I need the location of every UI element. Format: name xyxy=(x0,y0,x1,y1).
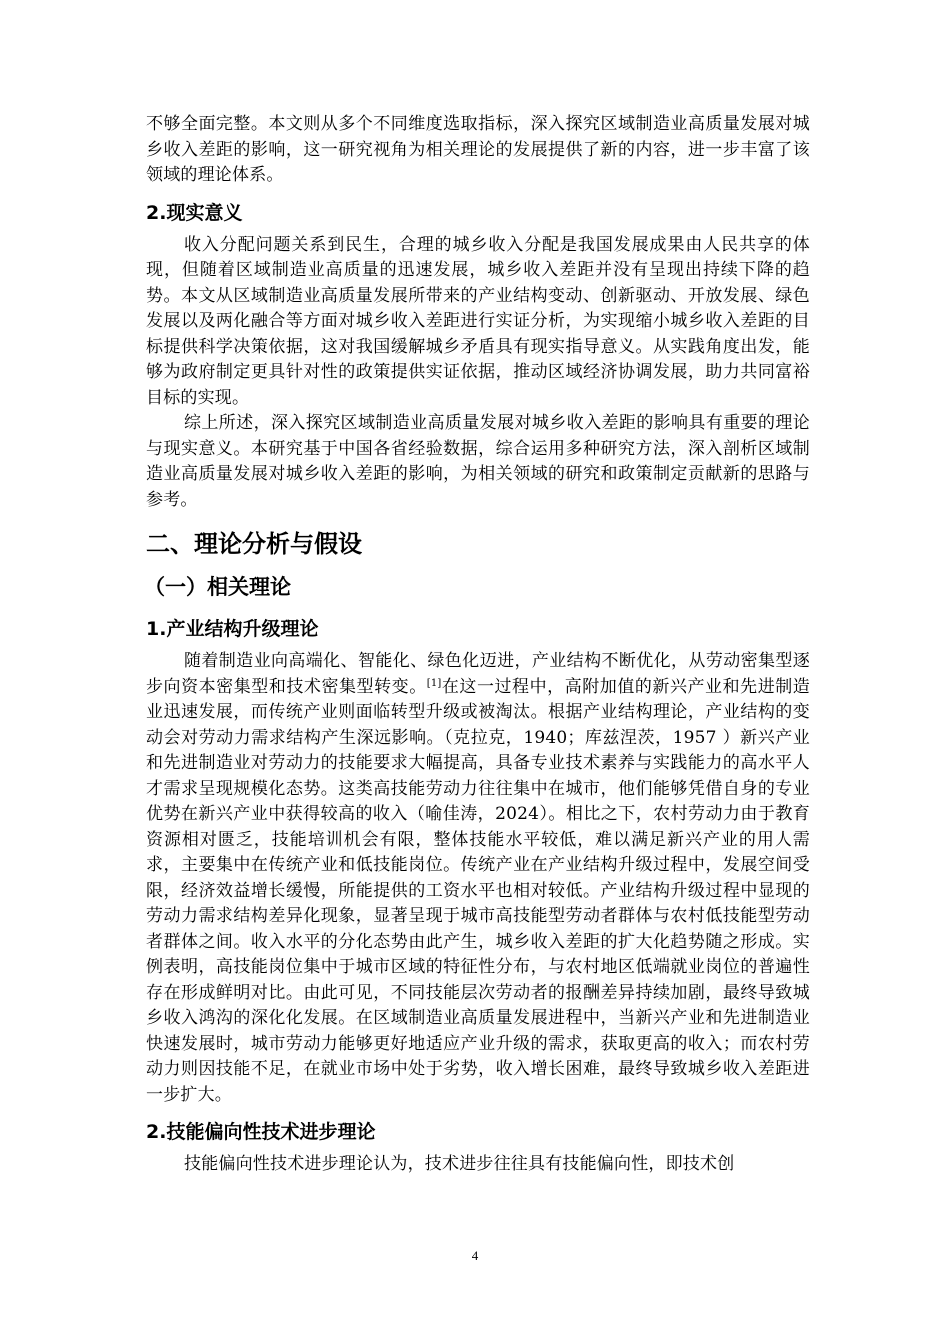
page-number: 4 xyxy=(471,1248,479,1263)
paragraph-industrial-structure-part2: 在这一过程中，高附加值的新兴产业和先进制造业迅速发展，而传统产业则面临转型升级或被淘汰。根据产业结构理论，产业结构的变动会对劳动力需求结构产生深远影响。（克拉克，1940；库兹涅茨，1957 ）新兴产业和先进制造业对劳动力的技能要求大幅提高，具备专业技术素养与实践能力的高水平人才需求呈现规模化态势。这类高技能劳动力往往集中在城市，他们能够凭借自身的专业优势在新兴产业中获得较高的收入（喻佳涛，2024）。相比之下，农村劳动力由于教育资源相对匮乏，技能培训机会有限，整体技能水平较低，难以满足新兴产业的用人需求，主要集中在传统产业和低技能岗位。传统产业在产业结构升级过程中，发展空间受限，经济效益增长缓慢，所能提供的工资水平也相对较低。产业结构升级过程中显现的劳动力需求结构差异化现象，显著呈现于城市高技能型劳动者群体与农村低技能型劳动者群体之间。收入水平的分化态势由此产生，城乡收入差距的扩大化趋势随之形成。实例表明，高技能岗位集中于城市区域的特征性分布，与农村地区低端就业岗位的普遍性存在形成鲜明对比。由此可见，不同技能层次劳动者的报酬差异持续加剧，最终导致城乡收入鸿沟的深化化发展。在区域制造业高质量发展进程中，当新兴产业和先进制造业快速发展时，城市劳动力能够更好地适应产业升级的需求，获取更高的收入；而农村劳动力则因技能不足，在就业市场中处于劣势，收入增长困难，最终导致城乡收入差距进一步扩大。 xyxy=(146,676,810,1105)
paragraph-theoretical-significance-end: 不够全面完整。本文则从多个不同维度选取指标，深入探究区域制造业高质量发展对城乡收入差距的影响，这一研究视角为相关理论的发展提供了新的内容，进一步丰富了该领域的理论体系。 xyxy=(146,114,810,185)
heading-skill-biased-tech-theory: 2.技能偏向性技术进步理论 xyxy=(146,1121,376,1143)
chapter-title: 二、理论分析与假设 xyxy=(146,530,362,558)
paragraph-industrial-structure xyxy=(146,649,810,1108)
section-title: （一）相关理论 xyxy=(144,575,291,599)
paragraph-summary: 综上所述，深入探究区域制造业高质量发展对城乡收入差距的影响具有重要的理论与现实意义。本研究基于中国各省经验数据，综合运用多种研究方法，深入剖析区域制造业高质量发展对城乡收入差距的影响，为相关领域的研究和政策制定贡献新的思路与参考。 xyxy=(146,413,810,510)
paragraph-industrial-structure-part1: 随着制造业向高端化、智能化、绿色化迈进，产业结构不断优化，从劳动密集型逐步向资本密集型和技术密集型转变。 xyxy=(146,651,810,697)
document-page xyxy=(146,112,810,1178)
citation-reference: [1] xyxy=(426,677,442,689)
paragraph-practical-significance: 收入分配问题关系到民生，合理的城乡收入分配是我国发展成果由人民共享的体现，但随着区域制造业高质量的迅速发展，城乡收入差距并没有呈现出持续下降的趋势。本文从区域制造业高质量发展所带来的产业结构变动、创新驱动、开放发展、绿色发展以及两化融合等方面对城乡收入差距进行实证分析，为实现缩小城乡收入差距的目标提供科学决策依据，这对我国缓解城乡矛盾具有现实指导意义。从实践角度出发，能够为政府制定更具针对性的政策提供实证依据，推动区域经济协调发展，助力共同富裕目标的实现。 xyxy=(146,234,810,408)
heading-industrial-structure-theory: 1.产业结构升级理论 xyxy=(146,618,319,640)
heading-practical-significance: 2.现实意义 xyxy=(146,201,243,224)
paragraph-skill-biased-tech: 技能偏向性技术进步理论认为，技术进步往往具有技能偏向性，即技术创 xyxy=(184,1154,735,1174)
